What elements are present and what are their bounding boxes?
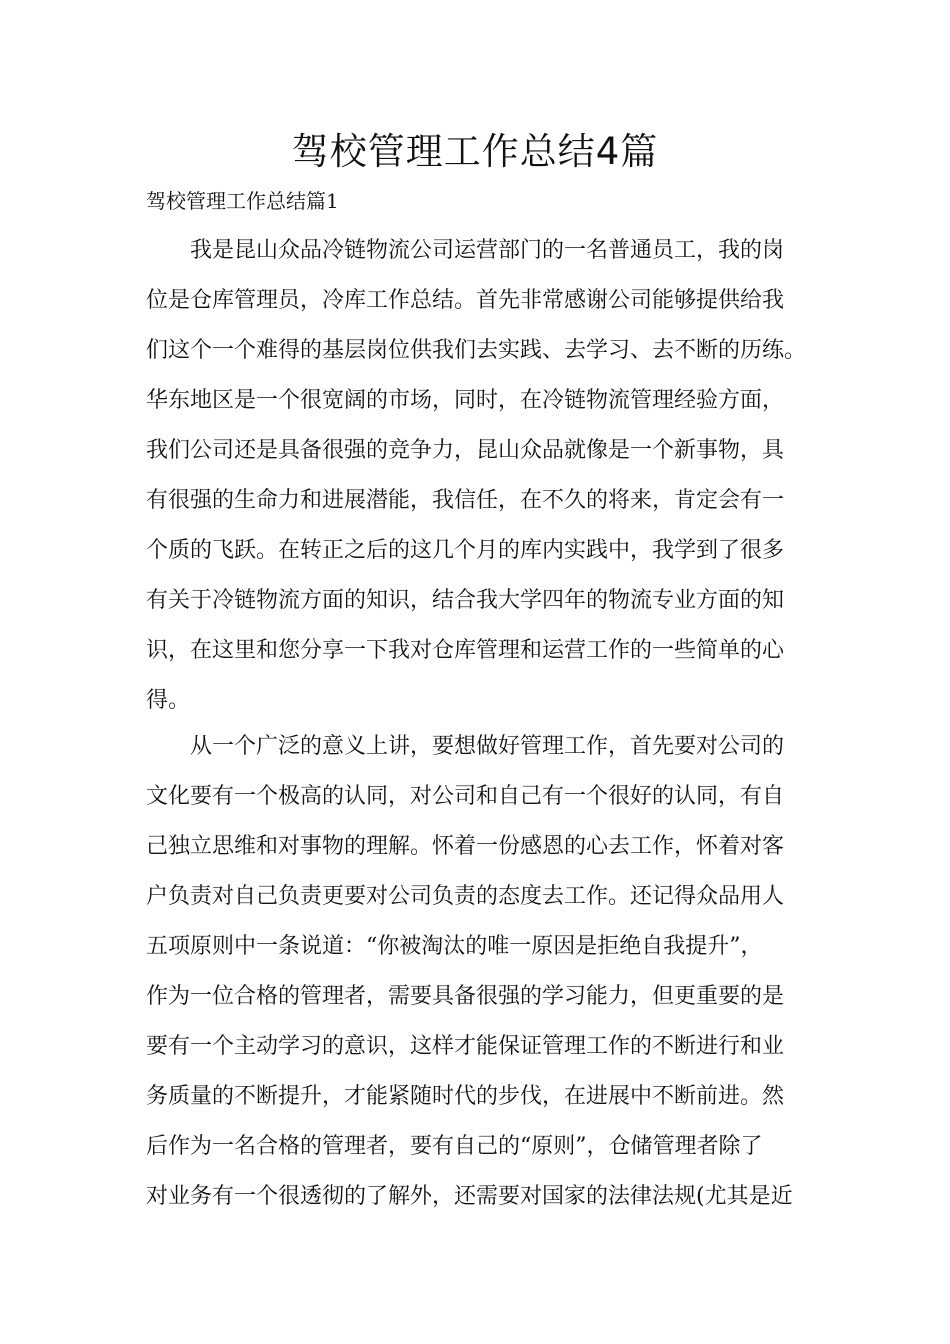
paragraph-line: 有关于冷链物流方面的知识，结合我大学四年的物流专业方面的知 [146,588,785,613]
paragraph-line: 文化要有一个极高的认同，对公司和自己有一个很好的认同，有自 [146,784,785,809]
paragraph-1 [146,226,811,726]
paragraph-line: 华东地区是一个很宽阔的市场，同时，在冷链物流管理经验方面， [146,388,785,413]
paragraph-line: 识，在这里和您分享一下我对仓库管理和运营工作的一些简单的心 [146,638,785,663]
paragraph-line: 个质的飞跃。在转正之后的这几个月的库内实践中，我学到了很多 [146,538,785,563]
document-title: 驾校管理工作总结4篇 [291,130,659,173]
paragraph-line: 得。 [146,688,191,713]
paragraph-line: 对业务有一个很透彻的了解外，还需要对国家的法律法规(尤其是近 [146,1184,793,1209]
paragraph-line: 五项原则中一条说道：“你被淘汰的唯一原因是拒绝自我提升”， [146,934,763,959]
section-heading: 驾校管理工作总结篇1 [146,189,339,213]
paragraph-line: 位是仓库管理员，冷库工作总结。首先非常感谢公司能够提供给我 [146,288,785,313]
paragraph-line: 作为一位合格的管理者，需要具备很强的学习能力，但更重要的是 [146,984,785,1009]
paragraph-line: 我是昆山众品冷链物流公司运营部门的一名普通员工，我的岗 [190,238,785,263]
paragraph-line: 户负责对自己负责更要对公司负责的态度去工作。还记得众品用人 [146,884,785,909]
paragraph-2 [146,722,811,1222]
paragraph-line: 有很强的生命力和进展潜能，我信任，在不久的将来，肯定会有一 [146,488,785,513]
paragraph-line: 要有一个主动学习的意识，这样才能保证管理工作的不断进行和业 [146,1034,785,1059]
paragraph-line: 我们公司还是具备很强的竞争力，昆山众品就像是一个新事物，具 [146,438,785,463]
paragraph-line: 从一个广泛的意义上讲，要想做好管理工作，首先要对公司的 [190,734,785,759]
paragraph-line: 后作为一名合格的管理者，要有自己的“原则”，仓储管理者除了 [146,1134,763,1159]
paragraph-line: 己独立思维和对事物的理解。怀着一份感恩的心去工作，怀着对客 [146,834,785,859]
paragraph-line: 们这个一个难得的基层岗位供我们去实践、去学习、去不断的历练。 [146,338,807,363]
paragraph-line: 务质量的不断提升，才能紧随时代的步伐，在进展中不断前进。然 [146,1084,785,1109]
